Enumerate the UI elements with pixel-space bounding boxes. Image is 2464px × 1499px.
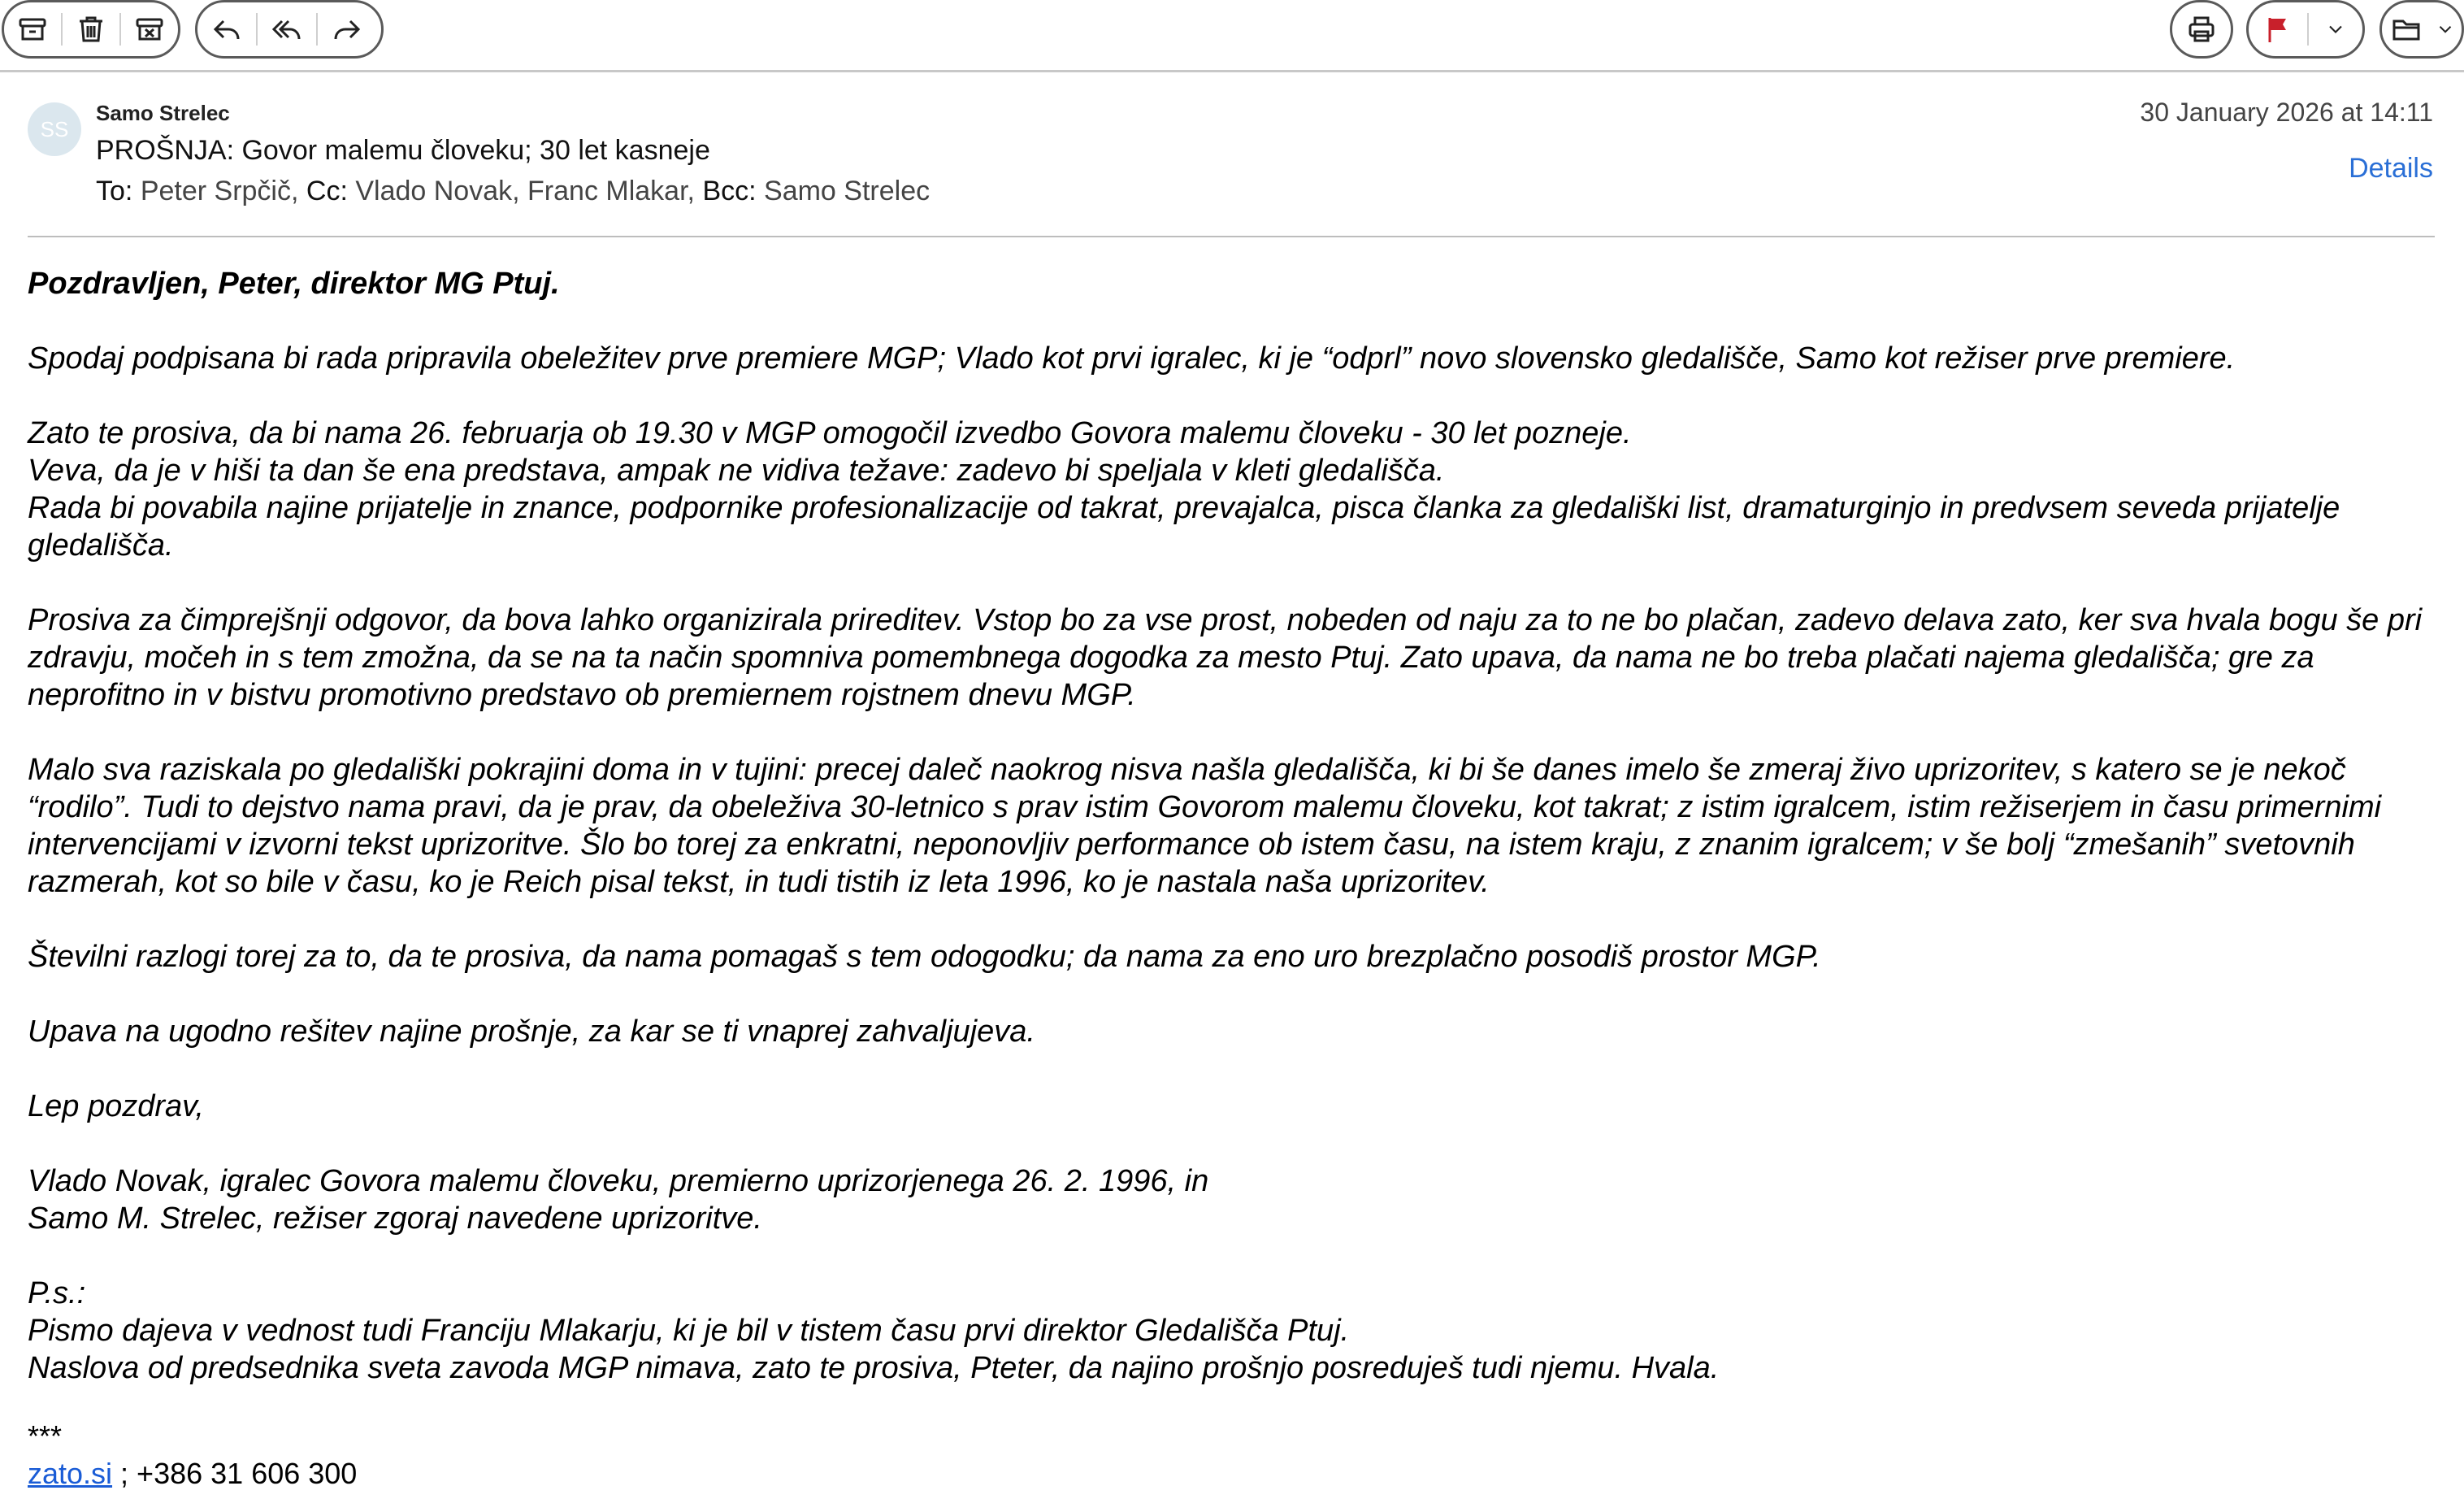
bcc-label: Bcc: [702, 176, 757, 206]
flag-button[interactable] [2249, 2, 2307, 56]
to-label: To: [96, 176, 133, 206]
greeting: Pozdravljen, Peter, direktor MG Ptuj. [28, 267, 560, 301]
header-divider [28, 236, 2435, 237]
message-date: 30 January 2026 at 14:11 [2140, 98, 2433, 127]
toolbar [0, 0, 2464, 72]
signature-contact [28, 1455, 357, 1492]
signatory-line: Vlado Novak, igralec Govora malemu človeku, premierno uprizorjenega 26. 2. 1996, in [28, 1164, 1209, 1198]
phone-number: ; +386 31 606 300 [112, 1457, 358, 1490]
subject: PROŠNJA: Govor malemu človeku; 30 let kasneje [96, 135, 710, 166]
signatories [28, 1162, 2433, 1237]
reply-all-button[interactable] [258, 2, 316, 56]
postscript [28, 1275, 2433, 1387]
signature-separator: *** [28, 1419, 63, 1453]
closing: Lep pozdrav, [28, 1089, 204, 1123]
bcc-recipient[interactable]: Samo Strelec [764, 176, 931, 206]
paragraph: Malo sva raziskala po gledališki pokrajini doma in v tujini: precej daleč naokrog nisva našla gledališča, ki bi še danes imelo še zmeraj živo uprizoritev, s katero se je nekoč “rodilo”. Tudi to dejstvo nama pravi, da je prav, da obeleživa 30-letnico s prav istim Govorom malemu človeku, kot takrat; z istim igralcem, istim režiserjem in času primernimi intervencijami v izvorni tekst uprizoritve. Šlo bo torej za enkratni, neponovljiv performance ob istem času, na istem kraju, z znanim igralcem; v še bolj “zmešanih” svetovnih razmerah, kot so bile v času, ko je Reich pisal tekst, in tudi tistih iz leta 1996, ko je nastala naša uprizoritev. [28, 753, 2382, 899]
avatar: SS [28, 102, 81, 156]
paragraph [28, 415, 2433, 564]
forward-button[interactable] [318, 2, 376, 56]
message-body [28, 265, 2433, 1424]
junk-icon [133, 13, 166, 46]
cc-label: Cc: [306, 176, 348, 206]
move-group [2379, 0, 2464, 59]
ps-label: P.s.: [28, 1276, 86, 1310]
paragraph: Številni razlogi torej za to, da te prosiva, da nama pomagaš s tem odogodku; da nama za eno uro brezplačno posodiš prostor MGP. [28, 940, 1821, 974]
chevron-down-icon [2324, 18, 2347, 41]
website-link[interactable]: zato.si [28, 1457, 113, 1490]
ps-line: Naslova od predsednika sveta zavoda MGP nimava, zato te prosiva, Pteter, da najino prošnjo posreduješ tudi njemu. Hvala. [28, 1351, 1720, 1385]
reply-button[interactable] [197, 2, 256, 56]
delete-button[interactable] [63, 2, 119, 56]
to-recipient[interactable]: Peter Srpčič, [140, 176, 299, 206]
chevron-down-icon [2435, 19, 2456, 40]
reply-actions-group [195, 0, 384, 59]
cc-recipient[interactable]: Franc Mlakar, [527, 176, 695, 206]
archive-icon [16, 13, 49, 46]
archive-button[interactable] [4, 2, 61, 56]
paragraph: Prosiva za čimprejšnji odgovor, da bova lahko organizirala prireditev. Vstop bo za vse prost, nobeden od naju za to ne bo plačan, zadevo delava zato, ker sva hvala bogu še pri zdravju, močeh in s tem zmožna, da se na ta način spomniva pomembnega dogodka za mesto Ptuj. Zato upava, da nama ne bo treba plačati najema gledališča; gre za neprofitno in v bistvu promotivno predstavo ob premiernem rojstnem dnevu MGP. [28, 603, 2423, 712]
paragraph-line: Zato te prosiva, da bi nama 26. februarja ob 19.30 v MGP omogočil izvedbo Govora malemu človeku - 30 let pozneje. [28, 416, 1632, 450]
message-actions-group [2, 0, 180, 59]
signature [28, 1418, 357, 1492]
print-group [2170, 0, 2233, 59]
reply-icon [210, 13, 243, 46]
trash-icon [75, 13, 107, 46]
print-button[interactable] [2172, 2, 2231, 56]
ps-line: Pismo dajeva v vednost tudi Franciju Mlakarju, ki je bil v tistem času prvi direktor Gledališča Ptuj. [28, 1314, 1350, 1348]
move-menu-button[interactable] [2431, 2, 2460, 56]
reply-all-icon [271, 13, 303, 46]
paragraph-line: Rada bi povabila najine prijatelje in znance, podpornike profesionalizacije od takrat, prevajalca, pisca članka za gledališki list, dramaturginjo in predvsem seveda prijatelje gledališča. [28, 491, 2340, 563]
recipients [96, 176, 930, 207]
folder-move-icon [2390, 13, 2423, 46]
move-button[interactable] [2382, 2, 2431, 56]
paragraph: Upava na ugodno rešitev najine prošnje, za kar se ti vnaprej zahvaljujeva. [28, 1015, 1035, 1049]
flag-group [2246, 0, 2365, 59]
paragraph: Spodaj podpisana bi rada pripravila obeležitev prve premiere MGP; Vlado kot prvi igralec, ki je “odprl” novo slovensko gledališče, Samo kot režiser prve premiere. [28, 341, 2236, 376]
flag-menu-button[interactable] [2309, 2, 2362, 56]
signatory-line: Samo M. Strelec, režiser zgoraj navedene uprizoritve. [28, 1201, 762, 1236]
cc-recipient[interactable]: Vlado Novak, [355, 176, 520, 206]
junk-button[interactable] [121, 2, 178, 56]
sender-name[interactable]: Samo Strelec [96, 101, 230, 125]
forward-icon [331, 13, 363, 46]
print-icon [2185, 13, 2218, 46]
details-link[interactable]: Details [2349, 153, 2433, 184]
flag-icon [2262, 13, 2294, 46]
paragraph-line: Veva, da je v hiši ta dan še ena predstava, ampak ne vidiva težave: zadevo bi speljala v kleti gledališča. [28, 454, 1445, 488]
toolbar-divider [0, 70, 2464, 72]
